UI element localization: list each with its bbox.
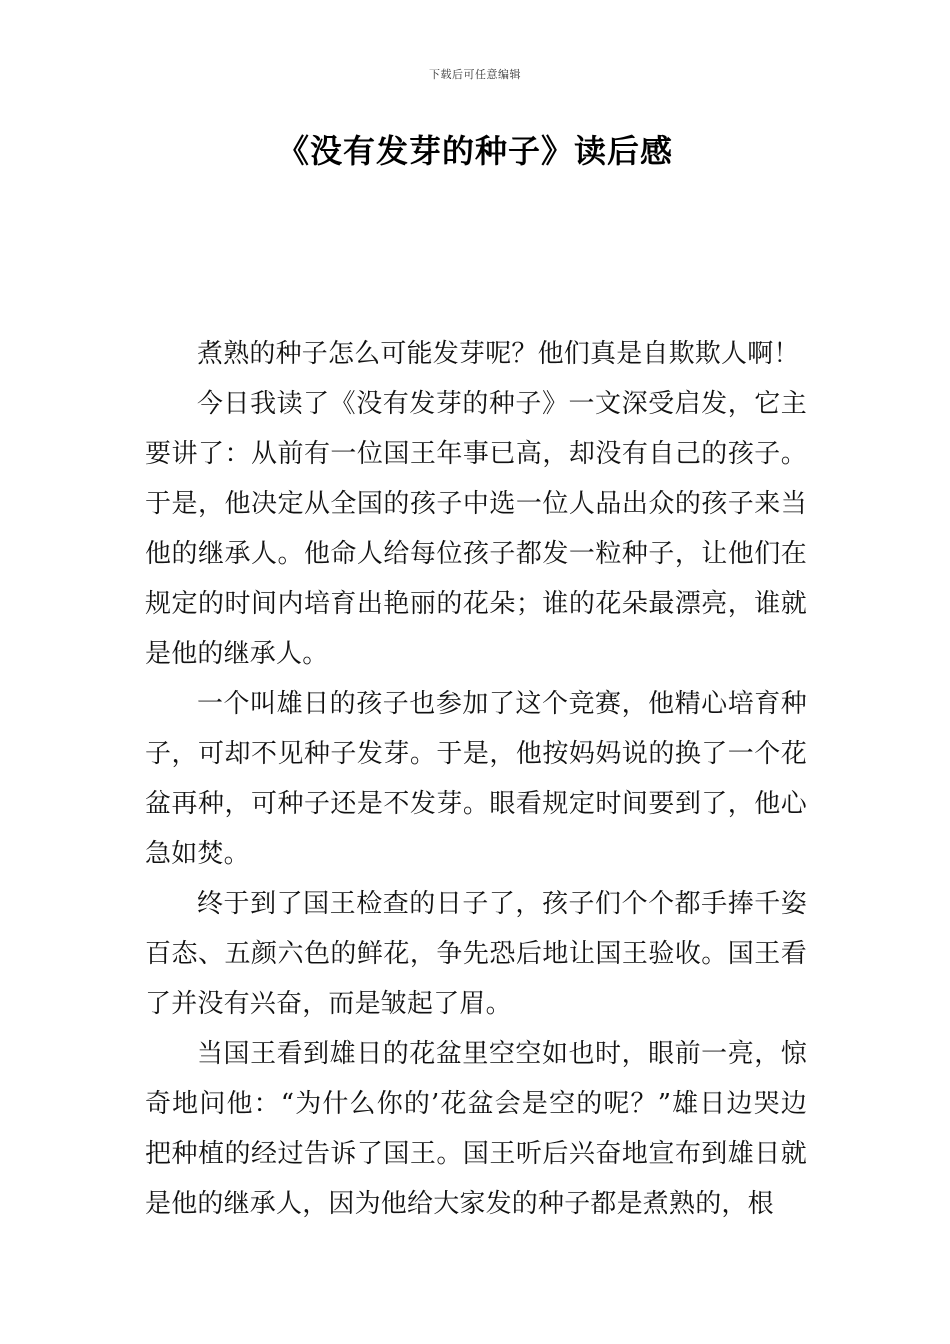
document-body xyxy=(145,329,807,1229)
header-note: 下载后可任意编辑 xyxy=(429,68,521,81)
paragraph: 一个叫雄日的孩子也参加了这个竞赛，他精心培育种子，可却不见种子发芽。于是，他按妈妈说的换了一个花盆再种，可种子还是不发芽。眼看规定时间要到了，他心急如焚。 xyxy=(145,689,807,869)
paragraph: 煮熟的种子怎么可能发芽呢？他们真是自欺欺人啊！ xyxy=(197,339,800,369)
paragraph: 终于到了国王检查的日子了，孩子们个个都手捧千姿百态、五颜六色的鲜花，争先恐后地让国王验收。国王看了并没有兴奋，而是皱起了眉。 xyxy=(145,889,807,1019)
document-title: 《没有发芽的种子》读后感 xyxy=(276,132,673,170)
paragraph: 今日我读了《没有发芽的种子》一文深受启发，它主要讲了：从前有一位国王年事已高，却没有自己的孩子。于是，他决定从全国的孩子中选一位人品出众的孩子来当他的继承人。他命人给每位孩子都发一粒种子，让他们在规定的时间内培育出艳丽的花朵；谁的花朵最漂亮，谁就是他的继承人。 xyxy=(145,389,807,669)
paragraph: 当国王看到雄日的花盆里空空如也时，眼前一亮，惊奇地问他：“为什么你的’花盆会是空的呢？”雄日边哭边把种植的经过告诉了国王。国王听后兴奋地宣布到雄日就是他的继承人，因为他给大家发的种子都是煮熟的，根 xyxy=(145,1039,807,1219)
